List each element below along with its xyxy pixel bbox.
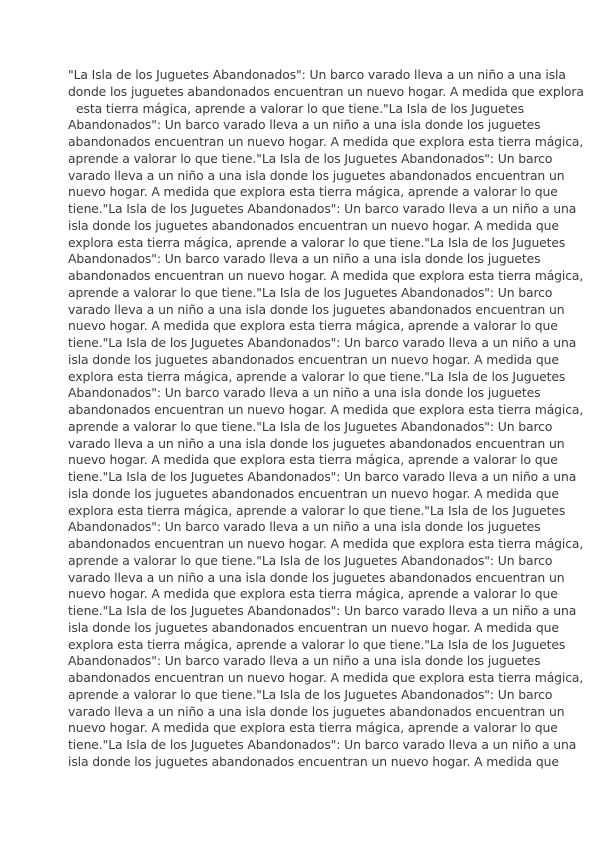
- text-line: isla donde los juguetes abandonados encuentran un nuevo hogar. A medida que: [68, 217, 559, 233]
- text-line: varado lleva a un niño a una isla donde los juguetes abandonados encuentran un: [68, 301, 565, 317]
- text-line: nuevo hogar. A medida que explora esta tierra mágica, aprende a valorar lo que: [68, 720, 558, 736]
- text-line: isla donde los juguetes abandonados encuentran un nuevo hogar. A medida que: [68, 485, 559, 501]
- text-line: explora esta tierra mágica, aprende a valorar lo que tiene."La Isla de los Juguetes: [68, 234, 566, 250]
- text-line: varado lleva a un niño a una isla donde los juguetes abandonados encuentran un: [68, 435, 565, 451]
- text-line: abandonados encuentran un nuevo hogar. A medida que explora esta tierra mágica,: [68, 536, 584, 551]
- text-line: explora esta tierra mágica, aprende a valorar lo que tiene."La Isla de los Juguetes: [68, 502, 566, 518]
- text-line: Abandonados": Un barco varado lleva a un niño a una isla donde los juguetes: [68, 251, 541, 267]
- text-line: Abandonados": Un barco varado lleva a un niño a una isla donde los juguetes: [68, 653, 541, 669]
- text-line: nuevo hogar. A medida que explora esta tierra mágica, aprende a valorar lo que: [68, 318, 558, 334]
- text-line: aprende a valorar lo que tiene."La Isla de los Juguetes Abandonados": Un barco: [68, 686, 553, 702]
- text-line: Abandonados": Un barco varado lleva a un niño a una isla donde los juguetes: [68, 385, 541, 401]
- text-line: tiene."La Isla de los Juguetes Abandonados": Un barco varado lleva a un niño a una: [68, 335, 577, 350]
- text-line: tiene."La Isla de los Juguetes Abandonados": Un barco varado lleva a un niño a una: [68, 603, 577, 618]
- text-line: tiene."La Isla de los Juguetes Abandonados": Un barco varado lleva a un niño a una: [68, 201, 577, 216]
- text-line: varado lleva a un niño a una isla donde los juguetes abandonados encuentran un: [68, 703, 565, 719]
- text-line: isla donde los juguetes abandonados encuentran un nuevo hogar. A medida que: [68, 351, 559, 367]
- text-line: "La Isla de los Juguetes Abandonados": Un barco varado lleva a un niño a una isla: [68, 67, 566, 82]
- body-text: [68, 67, 584, 771]
- text-line: explora esta tierra mágica, aprende a valorar lo que tiene."La Isla de los Juguetes: [68, 368, 566, 384]
- text-line: aprende a valorar lo que tiene."La Isla de los Juguetes Abandonados": Un barco: [68, 284, 553, 300]
- text-line: aprende a valorar lo que tiene."La Isla de los Juguetes Abandonados": Un barco: [68, 418, 553, 434]
- text-line: isla donde los juguetes abandonados encuentran un nuevo hogar. A medida que: [68, 753, 559, 769]
- text-line: tiene."La Isla de los Juguetes Abandonados": Un barco varado lleva a un niño a una: [68, 737, 577, 752]
- text-line: explora esta tierra mágica, aprende a valorar lo que tiene."La Isla de los Juguetes: [68, 636, 566, 652]
- text-line: Abandonados": Un barco varado lleva a un niño a una isla donde los juguetes: [68, 117, 541, 133]
- text-line: aprende a valorar lo que tiene."La Isla de los Juguetes Abandonados": Un barco: [68, 150, 553, 166]
- text-line: nuevo hogar. A medida que explora esta tierra mágica, aprende a valorar lo que: [68, 184, 558, 200]
- text-line: varado lleva a un niño a una isla donde los juguetes abandonados encuentran un: [68, 167, 565, 183]
- text-line: aprende a valorar lo que tiene."La Isla de los Juguetes Abandonados": Un barco: [68, 552, 553, 568]
- text-line: nuevo hogar. A medida que explora esta tierra mágica, aprende a valorar lo que: [68, 452, 558, 468]
- text-line: Abandonados": Un barco varado lleva a un niño a una isla donde los juguetes: [68, 519, 541, 535]
- text-line: varado lleva a un niño a una isla donde los juguetes abandonados encuentran un: [68, 569, 565, 585]
- text-line: esta tierra mágica, aprende a valorar lo que tiene."La Isla de los Juguetes: [76, 100, 524, 116]
- text-line: isla donde los juguetes abandonados encuentran un nuevo hogar. A medida que: [68, 619, 559, 635]
- text-line: abandonados encuentran un nuevo hogar. A medida que explora esta tierra mágica,: [68, 670, 584, 685]
- text-line: nuevo hogar. A medida que explora esta tierra mágica, aprende a valorar lo que: [68, 586, 558, 602]
- text-line: abandonados encuentran un nuevo hogar. A medida que explora esta tierra mágica,: [68, 268, 584, 283]
- text-line: abandonados encuentran un nuevo hogar. A medida que explora esta tierra mágica,: [68, 402, 584, 417]
- text-line: abandonados encuentran un nuevo hogar. A medida que explora esta tierra mágica,: [68, 134, 584, 149]
- text-line: donde los juguetes abandonados encuentran un nuevo hogar. A medida que explora: [68, 83, 584, 99]
- text-line: tiene."La Isla de los Juguetes Abandonados": Un barco varado lleva a un niño a una: [68, 469, 577, 484]
